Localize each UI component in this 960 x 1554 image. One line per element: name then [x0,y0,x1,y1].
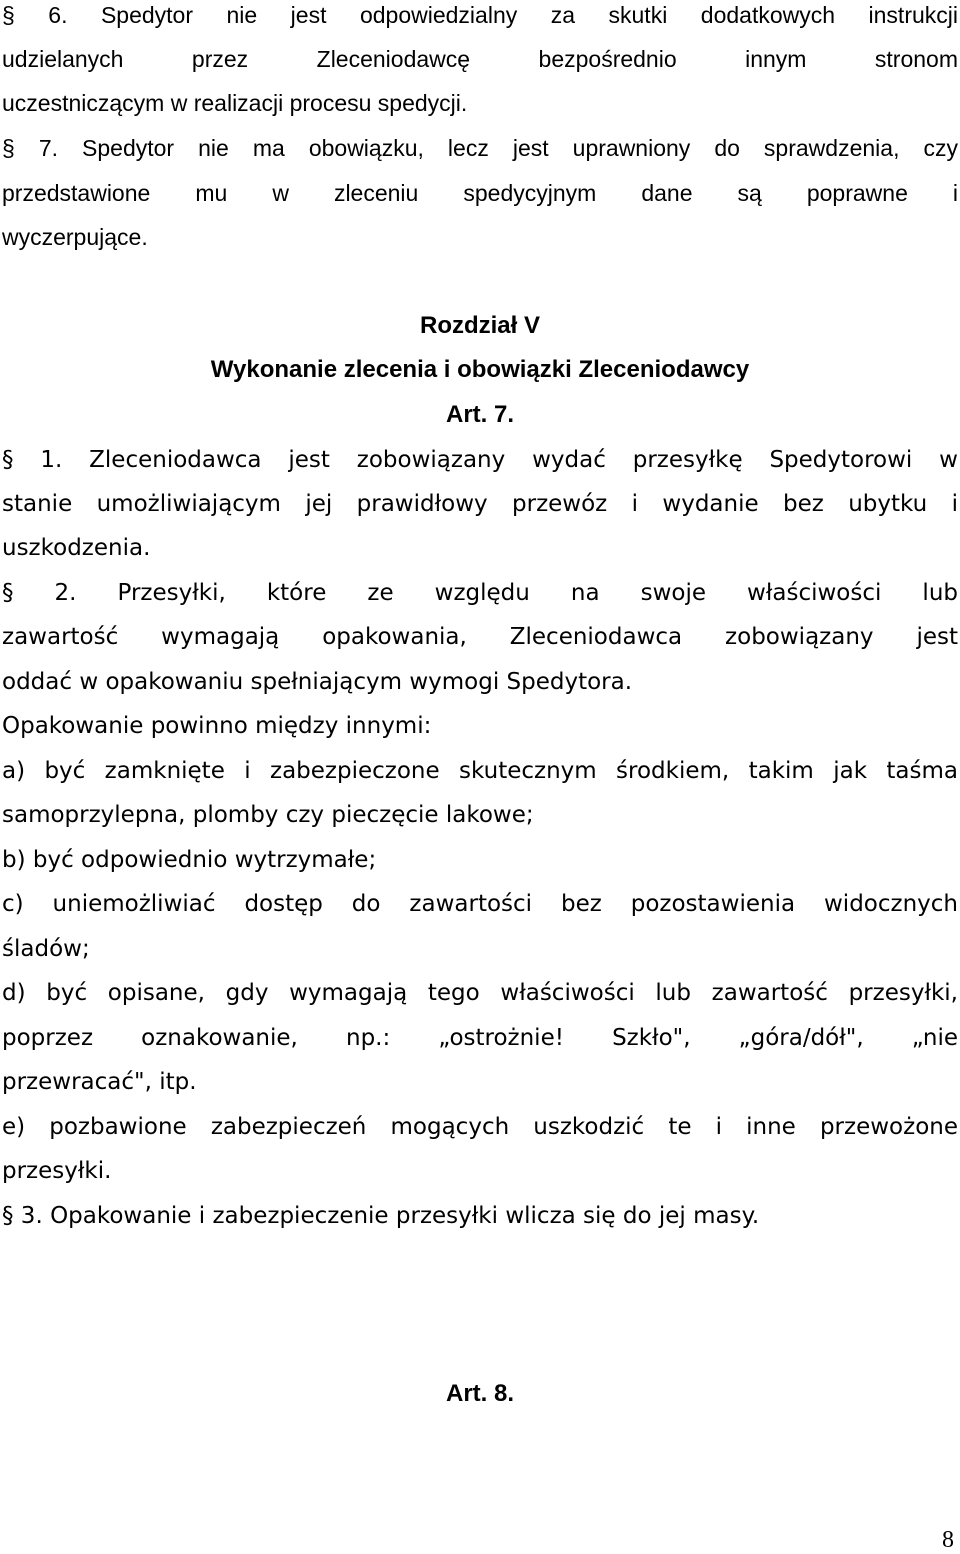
art7-p2-line-4: Opakowanie powinno między innymi: [2,713,432,739]
paragraph-7-line-3: wyczerpujące. [2,224,148,250]
item-d-line-3: przewracać", itp. [2,1069,197,1095]
art7-p2-line-2: zawartość wymagają opakowania, Zleceniodawca zobowiązany jest [2,624,958,650]
art7-p2-line-3: oddać w opakowaniu spełniającym wymogi Spedytora. [2,669,633,695]
paragraph-7-line-1: § 7. Spedytor nie ma obowiązku, lecz jest uprawniony do sprawdzenia, czy [2,135,958,161]
paragraph-6-line-3: uczestniczącym w realizacji procesu spedycji. [2,90,468,116]
paragraph-7-line-2: przedstawione mu w zleceniu spedycyjnym dane są poprawne i [2,180,958,206]
item-e-line-1: e) pozbawione zabezpieczeń mogących uszkodzić te i inne przewożone [2,1114,958,1140]
art7-p1-line-1: § 1. Zleceniodawca jest zobowiązany wydać przesyłkę Spedytorowi w [2,447,958,473]
art7-p1-line-3: uszkodzenia. [2,535,151,561]
item-a-line-2: samoprzylepna, plomby czy pieczęcie lakowe; [2,802,534,828]
art7-p1-line-2: stanie umożliwiającym jej prawidłowy przewóz i wydanie bez ubytku i [2,491,958,517]
page-number: 8 [942,1527,954,1553]
item-e-line-2: przesyłki. [2,1158,112,1184]
chapter-title: Rozdział V [419,312,540,339]
article-8-heading: Art. 8. [445,1380,514,1407]
item-d-line-2: poprzez oznakowanie, np.: „ostrożnie! Szkło", „góra/dół", „nie [2,1025,958,1051]
art7-p2-line-1: § 2. Przesyłki, które ze względu na swoje właściwości lub [2,580,958,606]
item-b-line-1: b) być odpowiednio wytrzymałe; [2,847,377,873]
item-c-line-2: śladów; [2,936,90,962]
item-d-line-1: d) być opisane, gdy wymagają tego właściwości lub zawartość przesyłki, [2,980,958,1006]
paragraph-6-line-1: § 6. Spedytor nie jest odpowiedzialny za skutki dodatkowych instrukcji [2,2,958,28]
art7-p3-line-1: § 3. Opakowanie i zabezpieczenie przesyłki wlicza się do jej masy. [2,1203,760,1229]
chapter-subtitle: Wykonanie zlecenia i obowiązki Zleceniodawcy [210,356,750,383]
article-7-heading: Art. 7. [445,401,514,428]
item-c-line-1: c) uniemożliwiać dostęp do zawartości bez pozostawienia widocznych [2,891,958,917]
item-a-line-1: a) być zamknięte i zabezpieczone skutecznym środkiem, takim jak taśma [2,758,958,784]
paragraph-6-line-2: udzielanych przez Zleceniodawcę bezpośrednio innym stronom [2,46,958,72]
